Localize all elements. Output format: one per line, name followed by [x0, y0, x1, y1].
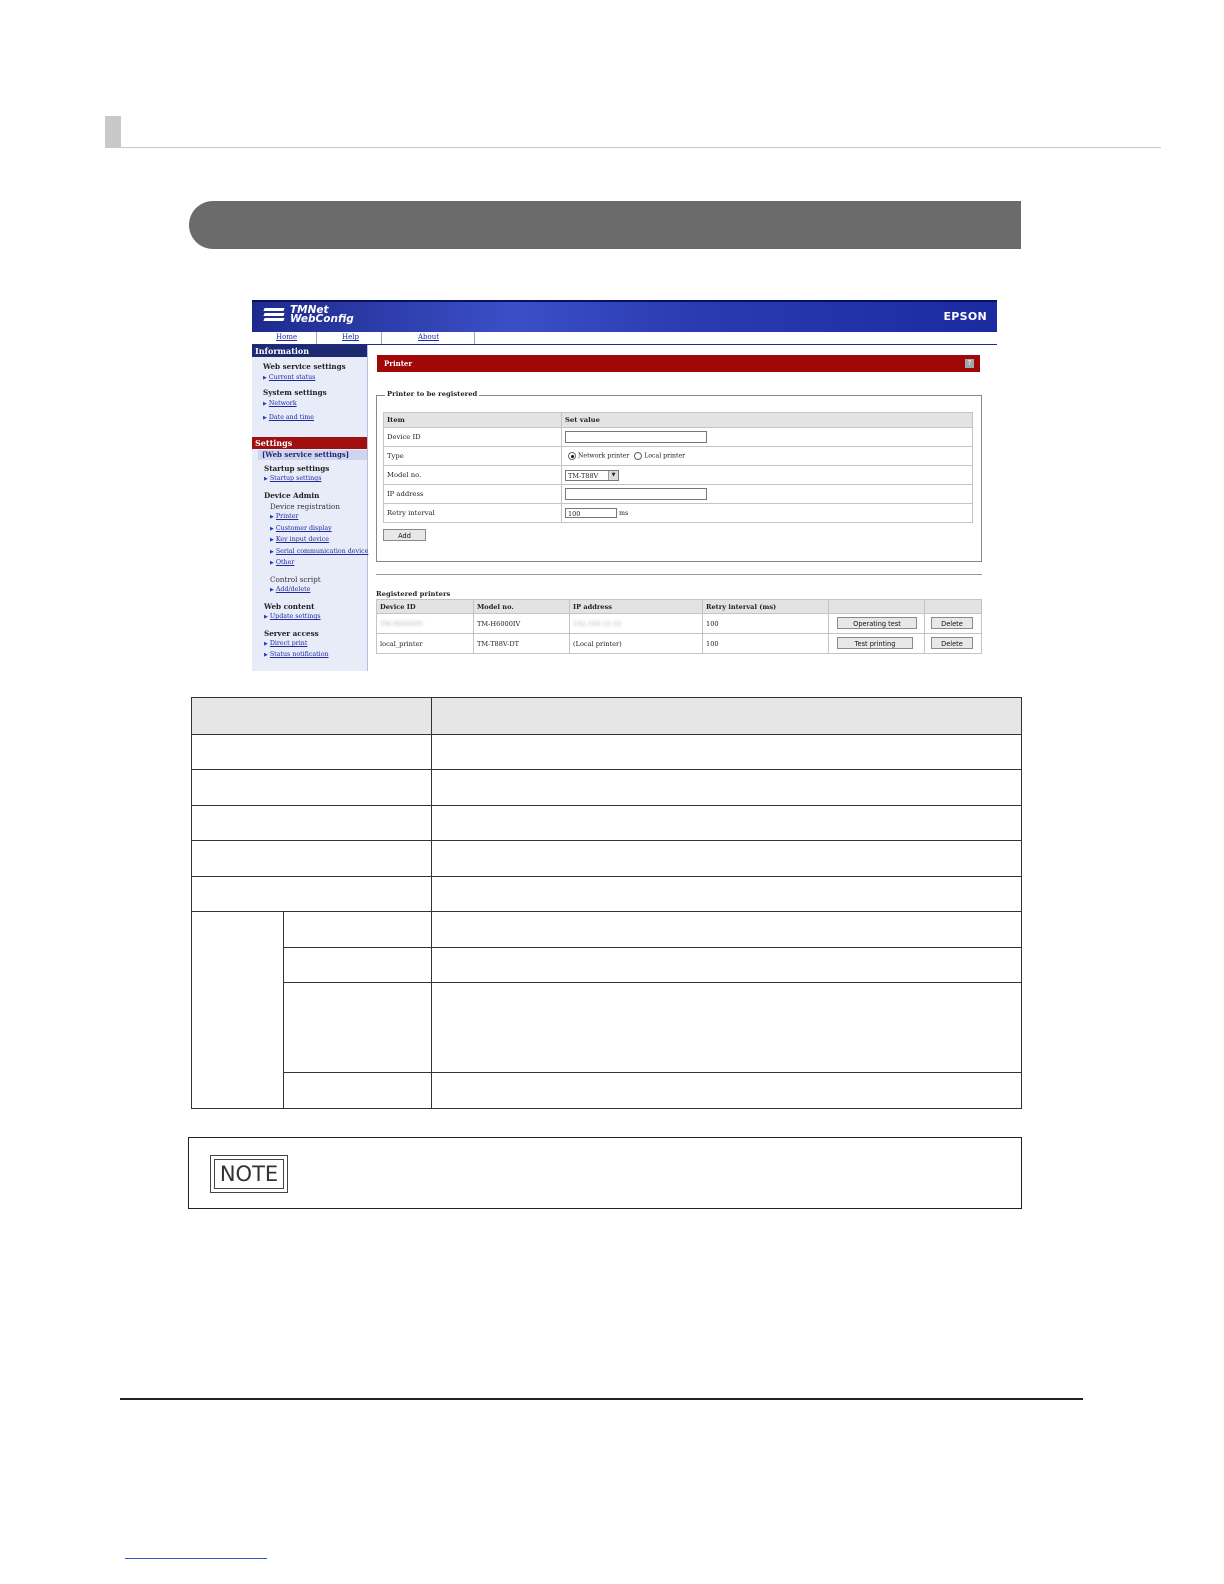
menu-about-link[interactable]: About [418, 333, 440, 341]
table-row [192, 841, 1022, 877]
col-device-id: Device ID [377, 600, 474, 614]
table-row [192, 805, 1022, 841]
table-row [377, 634, 982, 654]
section-heading-bar [189, 201, 1021, 249]
sidebar-link-add-delete[interactable]: ▶ Add/delete [270, 586, 310, 593]
col-action [829, 600, 925, 614]
table-cell [432, 734, 1022, 770]
table-row [377, 614, 982, 634]
table-cell [192, 770, 432, 806]
sidebar-link-network[interactable]: ▶ Network [263, 400, 297, 407]
tmnet-logo-icon [264, 308, 284, 326]
page-title-bar [377, 355, 980, 372]
sidebar-link-key-input-device[interactable]: ▶ Key input device [270, 536, 329, 543]
ip-cell: (Local printer) [570, 634, 703, 654]
registered-printers-table [376, 599, 982, 654]
section-divider [376, 574, 982, 575]
note-label: NOTE [214, 1159, 284, 1189]
sidebar-link-direct-print[interactable]: ▶ Direct print [264, 640, 307, 647]
chevron-down-icon: ▼ [608, 471, 618, 480]
register-form-table [383, 412, 973, 523]
retry-interval-input[interactable]: 100 [565, 508, 617, 518]
device-id-input[interactable] [565, 431, 707, 443]
network-printer-label: Network printer [578, 452, 630, 460]
col-item-header: Item [384, 413, 562, 428]
device-id-cell: TM-H6000IV [380, 619, 424, 628]
note-badge [210, 1155, 288, 1193]
table-row [192, 983, 1022, 1073]
table-row [192, 876, 1022, 912]
table-row [192, 912, 1022, 948]
table-cell [284, 912, 432, 948]
test-printing-button[interactable]: Test printing [837, 637, 913, 649]
table-cell [192, 876, 432, 912]
webconfig-banner [252, 300, 997, 332]
sidebar-web-content: Web content [264, 602, 315, 611]
table-row [192, 947, 1022, 983]
product-title-line1: TMNet [290, 304, 329, 316]
sidebar-link-update-settings[interactable]: ▶ Update settings [264, 613, 321, 620]
add-button[interactable]: Add [383, 529, 426, 541]
sidebar-link-serial-device[interactable]: ▶ Serial communication device [270, 548, 368, 555]
label-type: Type [384, 447, 562, 466]
table-cell [432, 805, 1022, 841]
ip-cell: 192.168.10.10 [573, 619, 622, 628]
model-select-value: TM-T88V [568, 471, 599, 480]
table-cell [284, 947, 432, 983]
model-cell: TM-T88V-DT [474, 634, 570, 654]
form-row-model [384, 466, 973, 485]
form-row-device-id [384, 428, 973, 447]
sidebar-selected-section[interactable]: [Web service settings] [258, 450, 367, 460]
sidebar-link-startup-settings[interactable]: ▶ Startup settings [264, 475, 321, 482]
col-retry-interval: Retry interval (ms) [703, 600, 829, 614]
registered-printers-title: Registered printers [376, 590, 451, 598]
ip-address-input[interactable] [565, 488, 707, 500]
menu-separator [474, 332, 475, 344]
form-table-header [384, 413, 973, 428]
model-cell: TM-H6000IV [474, 614, 570, 634]
header-cell [432, 698, 1022, 735]
retry-unit: ms [619, 510, 629, 517]
epson-logo: EPSON [943, 310, 987, 323]
product-title [290, 306, 354, 324]
local-printer-radio[interactable] [634, 452, 642, 460]
model-select[interactable] [565, 470, 619, 481]
table-row [192, 770, 1022, 806]
sidebar [252, 345, 368, 671]
footer-rule [120, 1398, 1083, 1400]
menu-home-link[interactable]: Home [276, 333, 298, 341]
sidebar-device-admin: Device Admin [264, 491, 320, 500]
col-set-value-header: Set value [562, 413, 973, 428]
menu-separator [381, 332, 382, 344]
note-box [188, 1137, 1022, 1209]
sidebar-control-script: Control script [270, 575, 321, 584]
table-cell [432, 1073, 1022, 1109]
sidebar-device-registration: Device registration [270, 502, 340, 511]
main-panel [372, 345, 997, 671]
registered-table-header [377, 600, 982, 614]
col-model-no: Model no. [474, 600, 570, 614]
footer-link-underline[interactable] [125, 1558, 267, 1559]
table-cell [432, 841, 1022, 877]
label-retry-interval: Retry interval [384, 504, 562, 523]
table-cell [432, 912, 1022, 948]
sidebar-link-current-status[interactable]: ▶ Current status [263, 374, 315, 381]
webconfig-screenshot [252, 300, 997, 671]
sidebar-link-status-notification[interactable]: ▶ Status notification [264, 651, 329, 658]
sidebar-link-other[interactable]: ▶ Other [270, 559, 294, 566]
sidebar-system-settings: System settings [263, 388, 327, 397]
retry-cell: 100 [703, 634, 829, 654]
menu-separator [316, 332, 317, 344]
retry-cell: 100 [703, 614, 829, 634]
sidebar-link-customer-display[interactable]: ▶ Customer display [270, 525, 332, 532]
device-id-cell: local_printer [377, 634, 474, 654]
help-icon[interactable]: ? [965, 359, 974, 368]
fieldset-legend: Printer to be registered [387, 390, 478, 398]
network-printer-radio[interactable] [568, 452, 576, 460]
page-title: Printer [384, 359, 413, 368]
top-menu [252, 332, 997, 345]
sidebar-server-access: Server access [264, 629, 319, 638]
description-table [191, 697, 1022, 1109]
table-cell [284, 1073, 432, 1109]
sidebar-web-service-settings: Web service settings [263, 362, 346, 371]
form-row-retry [384, 504, 973, 523]
operating-test-button[interactable]: Operating test [837, 617, 917, 629]
local-printer-label: Local printer [644, 452, 686, 460]
delete-button[interactable]: Delete [931, 617, 973, 629]
table-row [192, 1073, 1022, 1109]
table-cell [432, 770, 1022, 806]
label-model-no: Model no. [384, 466, 562, 485]
sidebar-startup-settings-heading: Startup settings [264, 464, 330, 473]
table-cell [192, 841, 432, 877]
product-title-line2: WebConfig [290, 313, 354, 325]
table-cell [192, 805, 432, 841]
header-cell [192, 698, 432, 735]
table-cell [432, 947, 1022, 983]
register-printer-fieldset [376, 390, 982, 562]
table-cell [432, 876, 1022, 912]
table-cell [192, 734, 432, 770]
sidebar-settings-header: Settings [252, 437, 367, 449]
menu-help-link[interactable]: Help [342, 333, 359, 341]
table-cell [284, 983, 432, 1073]
sidebar-information-header: Information [252, 345, 367, 357]
label-device-id: Device ID [384, 428, 562, 447]
chapter-marker [105, 116, 121, 148]
delete-button[interactable]: Delete [931, 637, 973, 649]
form-row-type [384, 447, 973, 466]
sidebar-link-date-time[interactable]: ▶ Date and time [263, 414, 314, 421]
form-row-ip [384, 485, 973, 504]
header-rule [121, 147, 1161, 148]
col-delete [925, 600, 982, 614]
label-ip-address: IP address [384, 485, 562, 504]
table-header-row [192, 698, 1022, 735]
table-cell [432, 983, 1022, 1073]
sidebar-link-printer[interactable]: ▶ Printer [270, 513, 298, 520]
table-group-cell [192, 912, 284, 1109]
table-row [192, 734, 1022, 770]
col-ip-address: IP address [570, 600, 703, 614]
